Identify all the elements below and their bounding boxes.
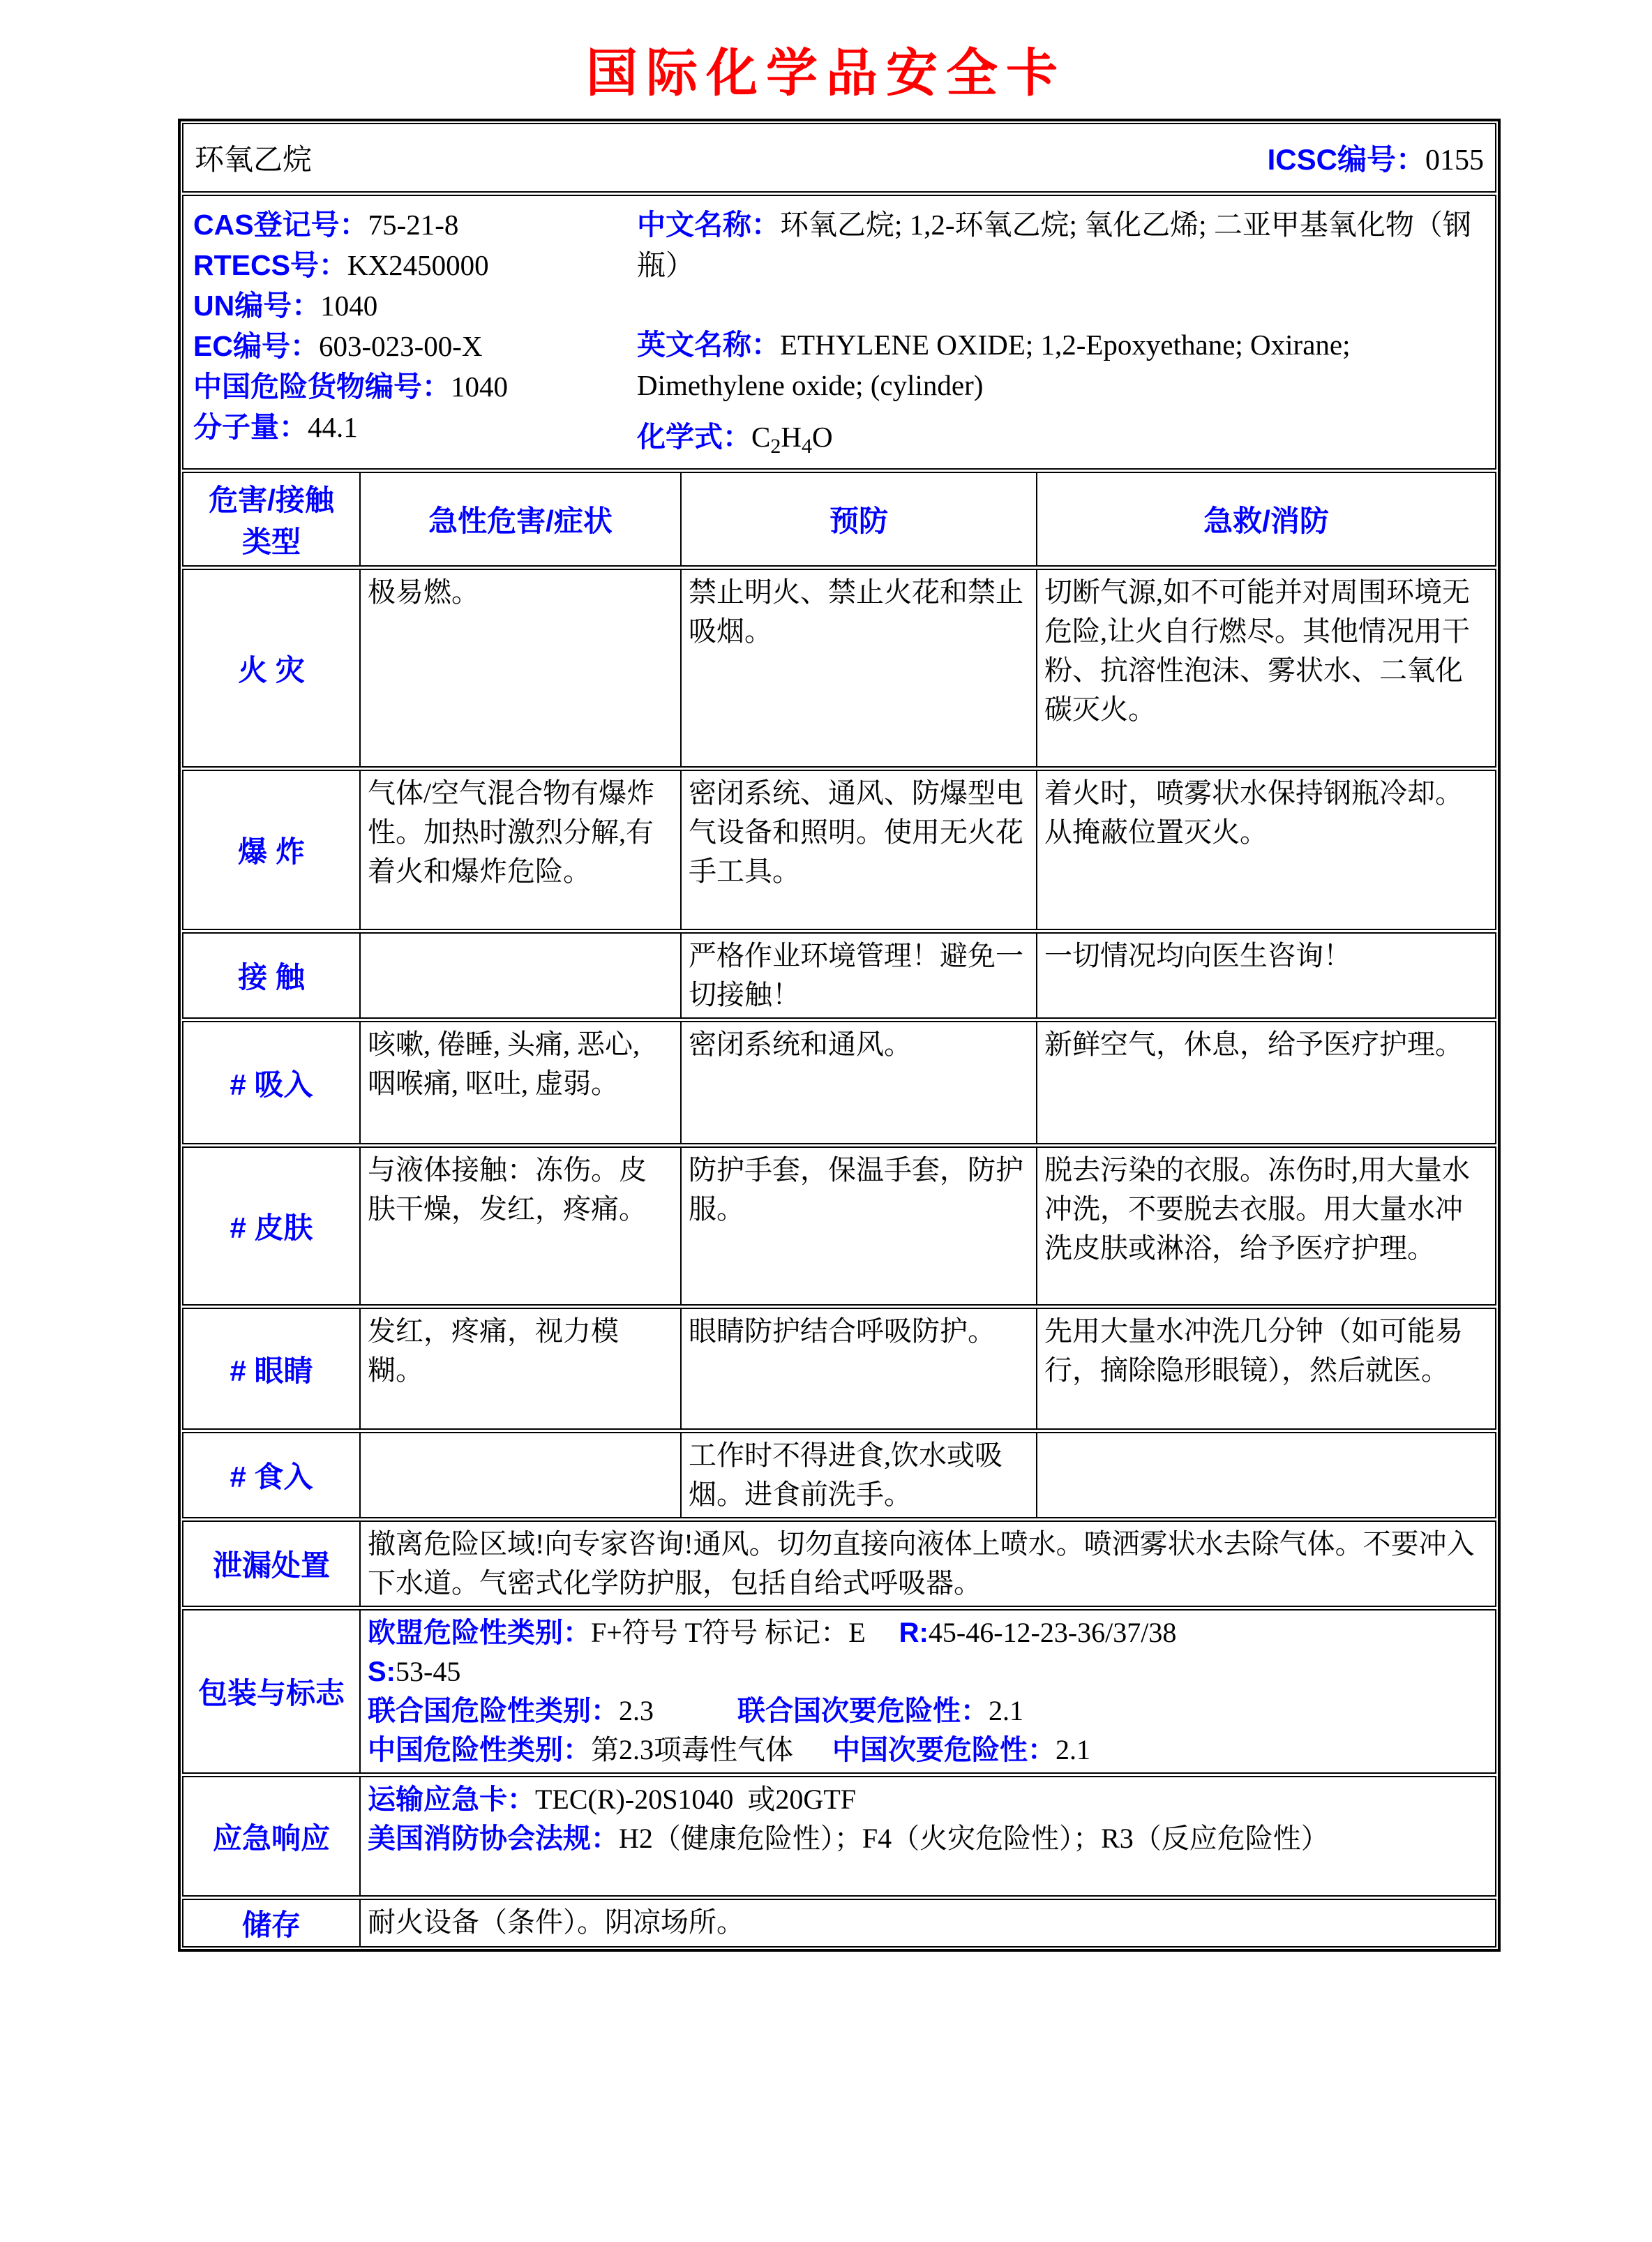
icsc-number-group: [1268, 137, 1484, 179]
cas-label: CAS登记号：: [193, 209, 368, 241]
un-hazard-class-line: [368, 1691, 1488, 1731]
header-prevention: 预防: [680, 473, 1036, 565]
fire-prevention: 禁止明火、禁止火花和禁止吸烟。: [680, 570, 1036, 766]
table-row-emergency-response: [182, 1776, 1496, 1897]
explosion-prevention: 密闭系统、通风、防爆型电气设备和照明。使用无火花手工具。: [680, 771, 1036, 929]
r-phrases-value: 45-46-12-23-36/37/38: [928, 1617, 1177, 1648]
eu-class-label: 欧盟危险性类别：: [368, 1617, 591, 1648]
formula-value: $C_2H_4O$: [751, 421, 833, 458]
nfpa-label: 美国消防协会法规：: [368, 1823, 619, 1854]
inhalation-response: 新鲜空气，休息，给予医疗护理。: [1036, 1022, 1495, 1143]
eyes-response: 先用大量水冲洗几分钟（如可能易行，摘除隐形眼镜），然后就医。: [1036, 1309, 1495, 1428]
contact-symptoms: [359, 934, 680, 1017]
ec-label: EC编号：: [193, 330, 319, 362]
table-row-skin: [182, 1146, 1496, 1306]
name-list: [637, 204, 1492, 467]
skin-prevention: 防护手套，保温手套，防护服。: [680, 1148, 1036, 1304]
table-row-contact: [182, 932, 1496, 1019]
eyes-prevention: 眼睛防护结合呼吸防护。: [680, 1309, 1036, 1428]
china-subsidiary-label: 中国次要危险性：: [832, 1735, 1056, 1765]
identification-section: [182, 195, 1496, 470]
eu-class-value: F+符号 T符号 标记：E: [591, 1617, 866, 1648]
skin-response: 脱去污染的衣服。冻伤时,用大量水冲洗，不要脱去衣服。用大量水冲洗皮肤或淋浴，给予医疗护理。: [1036, 1148, 1495, 1304]
s-phrases-value: 53-45: [396, 1656, 461, 1687]
header-hazard-type: 危害/接触 类型: [209, 484, 334, 558]
nfpa-value: H2（健康危险性）；F4（火灾危险性）；R3（反应危险性）: [619, 1823, 1329, 1854]
header-first-aid: 急救/消防: [1036, 473, 1495, 565]
chemical-header-row: [182, 123, 1496, 193]
skin-label: # 皮肤: [230, 1211, 313, 1244]
spill-label: 泄漏处置: [212, 1549, 330, 1582]
fire-label: 火 灾: [238, 653, 305, 687]
table-row-spill-disposal: [182, 1520, 1496, 1607]
un-subsidiary-label: 联合国次要危险性：: [737, 1696, 989, 1726]
explosion-response: 着火时，喷雾状水保持钢瓶冷却。从掩蔽位置灭火。: [1036, 771, 1495, 929]
emergency-label: 应急响应: [212, 1821, 330, 1855]
skin-symptoms: 与液体接触：冻伤。皮肤干燥，发红，疼痛。: [359, 1148, 680, 1304]
packaging-content: [359, 1610, 1495, 1772]
un-label: UN编号：: [193, 290, 321, 322]
inhalation-symptoms: 咳嗽, 倦睡, 头痛, 恶心, 咽喉痛, 呕吐, 虚弱。: [359, 1022, 680, 1143]
ingestion-symptoms: [359, 1433, 680, 1517]
tec-label: 运输应急卡：: [368, 1784, 535, 1815]
storage-label: 储存: [241, 1908, 301, 1941]
r-phrases-label: R:: [899, 1617, 929, 1648]
explosion-symptoms: 气体/空气混合物有爆炸性。加热时激烈分解,有着火和爆炸危险。: [359, 771, 680, 929]
spill-text: 撤离危险区域!向专家咨询!通风。切勿直接向液体上喷水。喷洒雾状水去除气体。不要冲入下水道。气密式化学防护服，包括自给式呼吸器。: [359, 1522, 1495, 1606]
china-hazard-class-line: [368, 1731, 1488, 1770]
storage-text: 耐火设备（条件）。阴凉场所。: [359, 1900, 1495, 1946]
table-row-ingestion: [182, 1432, 1496, 1518]
un-subsidiary-value: 2.1: [989, 1695, 1023, 1726]
packaging-label: 包装与标志: [197, 1677, 345, 1710]
ingestion-label: # 食入: [230, 1460, 313, 1493]
icsc-label: ICSC编号：: [1267, 143, 1425, 176]
chinese-name-value: 环氧乙烷; 1,2-环氧乙烷; 氧化乙烯; 二亚甲基氧化物（钢瓶）: [637, 209, 1471, 281]
un-class-value: 2.3: [619, 1695, 654, 1726]
china-class-label: 中国危险性类别：: [368, 1735, 591, 1765]
eu-hazard-class-line: [368, 1613, 1488, 1652]
chemical-name: 环氧乙烷: [195, 144, 313, 177]
fire-response: 切断气源,如不可能并对周围环境无危险,让火自行燃尽。其他情况用干粉、抗溶性泡沫、雾状水、二氧化碳灭火。: [1036, 570, 1495, 766]
chinese-name-line: [637, 204, 1492, 285]
cas-value: 75-21-8: [368, 209, 459, 241]
tec-value: TEC(R)-20S1040 或20GTF: [535, 1784, 856, 1815]
rtecs-label: RTECS号：: [193, 249, 347, 281]
explosion-label: 爆 炸: [238, 835, 305, 868]
molecular-weight-label: 分子量：: [193, 411, 308, 443]
ingestion-prevention: 工作时不得进食,饮水或吸烟。进食前洗手。: [680, 1433, 1036, 1517]
safety-card-sheet: [178, 119, 1501, 1952]
s-phrases-label: S:: [368, 1657, 396, 1687]
china-class-value: 第2.3项毒性气体: [591, 1734, 793, 1765]
chinese-name-label: 中文名称：: [637, 209, 780, 241]
header-acute-symptoms: 急性危害/症状: [359, 473, 680, 565]
inhalation-prevention: 密闭系统和通风。: [680, 1022, 1036, 1143]
fire-symptoms: 极易燃。: [359, 570, 680, 766]
china-dg-label: 中国危险货物编号：: [193, 371, 451, 403]
china-dg-value: 1040: [451, 371, 508, 403]
nfpa-line: [368, 1819, 1488, 1858]
ingestion-response: [1036, 1433, 1495, 1517]
icsc-number: 0155: [1425, 144, 1484, 177]
table-row-inhalation: [182, 1021, 1496, 1144]
english-name-label: 英文名称：: [637, 329, 780, 361]
contact-prevention: 严格作业环境管理！避免一切接触！: [680, 934, 1036, 1017]
inhalation-label: # 吸入: [230, 1068, 313, 1101]
un-value: 1040: [320, 290, 378, 322]
ec-value: 603-023-00-X: [318, 330, 483, 362]
english-name-value: ETHYLENE OXIDE; 1,2-Epoxyethane; Oxirane; Dimethylene oxide; (cylinder): [637, 329, 1351, 401]
eyes-symptoms: 发红，疼痛，视力模糊。: [359, 1309, 680, 1428]
china-subsidiary-value: 2.1: [1056, 1734, 1090, 1765]
table-row-fire: [182, 569, 1496, 768]
rtecs-value: KX2450000: [347, 249, 489, 281]
formula-line: [637, 417, 1492, 467]
molecular-weight-value: 44.1: [308, 411, 358, 443]
contact-response: 一切情况均向医生咨询！: [1036, 934, 1495, 1017]
eyes-label: # 眼睛: [230, 1354, 313, 1387]
hazard-table-header-row: [182, 472, 1496, 567]
table-row-explosion: [182, 770, 1496, 930]
page-title: 国际化学品安全卡: [586, 45, 1066, 103]
table-row-eyes: [182, 1308, 1496, 1430]
formula-label: 化学式：: [637, 421, 751, 453]
table-row-storage: [182, 1899, 1496, 1948]
transport-emergency-card-line: [368, 1780, 1488, 1819]
emergency-content: [359, 1777, 1495, 1895]
english-name-line: [637, 324, 1492, 405]
s-phrases-line: [368, 1652, 1488, 1691]
contact-label: 接 触: [238, 961, 305, 994]
un-class-label: 联合国危险性类别：: [368, 1696, 619, 1726]
table-row-packaging-labelling: [182, 1609, 1496, 1774]
